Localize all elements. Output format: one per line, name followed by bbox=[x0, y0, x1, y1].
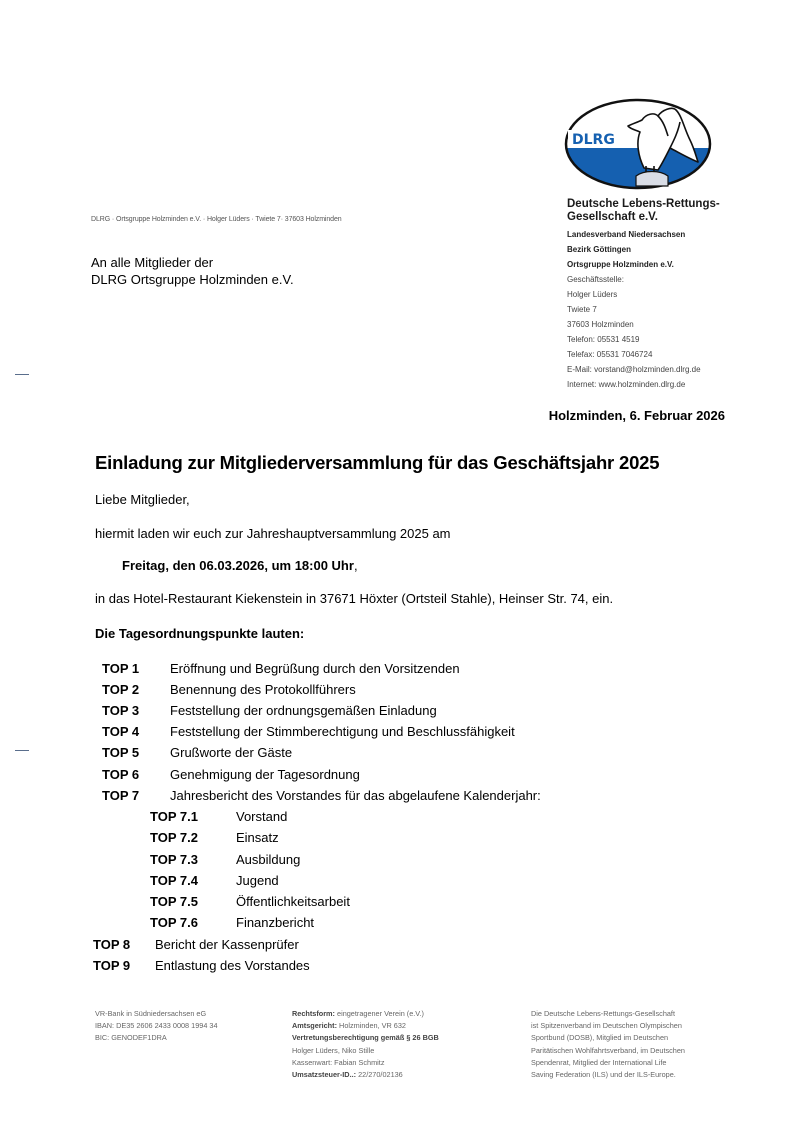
letter-title: Einladung zur Mitgliederversammlung für das Geschäftsjahr 2025 bbox=[95, 452, 660, 473]
org-name-line2: Gesellschaft e.V. bbox=[567, 211, 658, 223]
agenda-subitem bbox=[150, 912, 314, 933]
footer-iban: IBAN: DE35 2606 2433 0008 1994 34 bbox=[95, 1021, 218, 1031]
meeting-date-bold: Freitag, den 06.03.2026, um 18:00 Uhr bbox=[122, 558, 354, 573]
footer-about-line: Sportbund (DOSB), Mitglied im Deutschen bbox=[531, 1033, 669, 1043]
footer-ust-id: Umsatzsteuer-ID..: 22/270/02136 bbox=[292, 1070, 403, 1080]
agenda-subitem-label: TOP 7.5 bbox=[150, 894, 198, 909]
org-bezirk: Bezirk Göttingen bbox=[567, 245, 632, 254]
dlrg-logo bbox=[562, 96, 714, 192]
org-ortsgruppe: Ortsgruppe Holzminden e.V. bbox=[567, 260, 674, 269]
agenda-item bbox=[102, 700, 437, 721]
org-landesverband: Landesverband Niedersachsen bbox=[567, 230, 686, 239]
footer-bic: BIC: GENODEF1DRA bbox=[95, 1033, 167, 1043]
logo-text: DLRG bbox=[572, 132, 615, 148]
fold-mark-bottom bbox=[15, 750, 29, 751]
agenda-subitem-text: Vorstand bbox=[236, 809, 288, 824]
agenda-item-text: Bericht der Kassenprüfer bbox=[155, 937, 299, 952]
agenda-item bbox=[102, 679, 356, 700]
agenda-item bbox=[93, 955, 310, 976]
footer-vertretung: Vertretungsberechtigung gemäß § 26 BGB bbox=[292, 1033, 439, 1043]
invite-text: hiermit laden wir euch zur Jahreshauptversammlung 2025 am bbox=[95, 526, 451, 541]
agenda-subitem-text: Finanzbericht bbox=[236, 915, 315, 930]
agenda-item bbox=[93, 934, 299, 955]
agenda-subitem-text: Öffentlichkeitsarbeit bbox=[236, 894, 350, 909]
footer-about-line: Saving Federation (ILS) und der ILS-Europe. bbox=[531, 1070, 676, 1080]
org-phone: Telefon: 05531 4519 bbox=[567, 335, 640, 344]
org-email[interactable]: E-Mail: vorstand@holzminden.dlrg.de bbox=[567, 365, 701, 374]
agenda-item-label: TOP 2 bbox=[102, 682, 140, 697]
agenda-item-text: Eröffnung und Begrüßung durch den Vorsitzenden bbox=[170, 661, 460, 676]
sender-line: DLRG · Ortsgruppe Holzminden e.V. · Holger Lüders · Twiete 7· 37603 Holzminden bbox=[91, 216, 342, 223]
meeting-date-suffix: , bbox=[353, 558, 358, 573]
org-office-label: Geschäftsstelle: bbox=[567, 275, 624, 284]
footer-about-line: Spendenrat, Mitglied der International Life bbox=[531, 1057, 667, 1067]
org-contact-name: Holger Lüders bbox=[567, 290, 618, 299]
footer-about bbox=[531, 1008, 685, 1081]
footer-rechtsform: Rechtsform: eingetragener Verein (e.V.) bbox=[292, 1009, 424, 1018]
logo-rock bbox=[636, 172, 668, 187]
meeting-date-time bbox=[122, 558, 358, 573]
agenda-item-text: Entlastung des Vorstandes bbox=[155, 958, 310, 973]
footer-legal bbox=[292, 1008, 439, 1081]
footer-about-line: ist Spitzenverband im Deutschen Olympischen bbox=[531, 1021, 682, 1031]
footer-amtsgericht: Amtsgericht: Holzminden, VR 632 bbox=[292, 1021, 406, 1031]
footer-about-line: Die Deutsche Lebens-Rettungs-Gesellschaft bbox=[531, 1009, 675, 1018]
agenda-item bbox=[102, 785, 541, 806]
agenda-item-label: TOP 6 bbox=[102, 767, 140, 782]
footer-about-line: Paritätischen Wohlfahrtsverband, im Deutschen bbox=[531, 1045, 685, 1055]
org-city: 37603 Holzminden bbox=[567, 320, 634, 329]
organization-block bbox=[567, 198, 767, 392]
org-website[interactable]: Internet: www.holzminden.dlrg.de bbox=[567, 380, 686, 389]
agenda-item-text: Feststellung der Stimmberechtigung und Beschlussfähigkeit bbox=[170, 724, 515, 739]
agenda-subitem-label: TOP 7.4 bbox=[150, 873, 198, 888]
org-fax: Telefax: 05531 7046724 bbox=[567, 350, 653, 359]
agenda-item-text: Jahresbericht des Vorstandes für das abgelaufene Kalenderjahr: bbox=[170, 788, 541, 803]
agenda-item-text: Grußworte der Gäste bbox=[170, 745, 293, 760]
agenda-item-label: TOP 9 bbox=[93, 958, 131, 973]
org-name-line1: Deutsche Lebens-Rettungs- bbox=[567, 198, 720, 210]
recipient-address bbox=[91, 254, 294, 288]
agenda-heading: Die Tagesordnungspunkte lauten: bbox=[95, 626, 305, 641]
agenda-item-text: Feststellung der ordnungsgemäßen Einladung bbox=[170, 703, 437, 718]
org-street: Twiete 7 bbox=[567, 305, 597, 314]
agenda-item bbox=[102, 742, 292, 763]
agenda-subitem-label: TOP 7.2 bbox=[150, 830, 198, 845]
agenda-item-label: TOP 7 bbox=[102, 788, 140, 803]
agenda-subitem bbox=[150, 870, 279, 891]
agenda-item-text: Benennung des Protokollführers bbox=[170, 682, 356, 697]
recipient-line2: DLRG Ortsgruppe Holzminden e.V. bbox=[91, 272, 294, 287]
greeting: Liebe Mitglieder, bbox=[95, 492, 190, 507]
agenda-subitem-label: TOP 7.3 bbox=[150, 852, 198, 867]
agenda-subitem-label: TOP 7.6 bbox=[150, 915, 198, 930]
agenda-item-label: TOP 4 bbox=[102, 724, 140, 739]
agenda-subitem-text: Einsatz bbox=[236, 830, 279, 845]
agenda-item-label: TOP 5 bbox=[102, 745, 140, 760]
footer-vertretung-names: Holger Lüders, Niko Stille bbox=[292, 1045, 375, 1055]
agenda-subitem bbox=[150, 827, 279, 848]
fold-mark-top bbox=[15, 374, 29, 375]
agenda-subitem bbox=[150, 849, 300, 870]
footer-kassenwart: Kassenwart: Fabian Schmitz bbox=[292, 1057, 385, 1067]
agenda-subitem-label: TOP 7.1 bbox=[150, 809, 198, 824]
recipient-line1: An alle Mitglieder der bbox=[91, 255, 214, 270]
agenda-subitem bbox=[150, 891, 350, 912]
agenda-item bbox=[102, 721, 515, 742]
meeting-location: in das Hotel-Restaurant Kiekenstein in 37671 Höxter (Ortsteil Stahle), Heinser Str. 74, ein. bbox=[95, 591, 614, 606]
agenda-item-label: TOP 1 bbox=[102, 661, 140, 676]
letter-date: Holzminden, 6. Februar 2026 bbox=[548, 408, 725, 423]
agenda-item-label: TOP 8 bbox=[93, 937, 131, 952]
footer-bank-name: VR-Bank in Südniedersachsen eG bbox=[95, 1009, 207, 1018]
agenda-item-text: Genehmigung der Tagesordnung bbox=[170, 767, 360, 782]
footer-bank bbox=[95, 1008, 218, 1045]
agenda-item-label: TOP 3 bbox=[102, 703, 140, 718]
agenda-subitem-text: Ausbildung bbox=[236, 852, 301, 867]
agenda-subitem-text: Jugend bbox=[236, 873, 279, 888]
agenda-item bbox=[102, 658, 460, 679]
agenda-item bbox=[102, 764, 360, 785]
agenda-subitem bbox=[150, 806, 287, 827]
